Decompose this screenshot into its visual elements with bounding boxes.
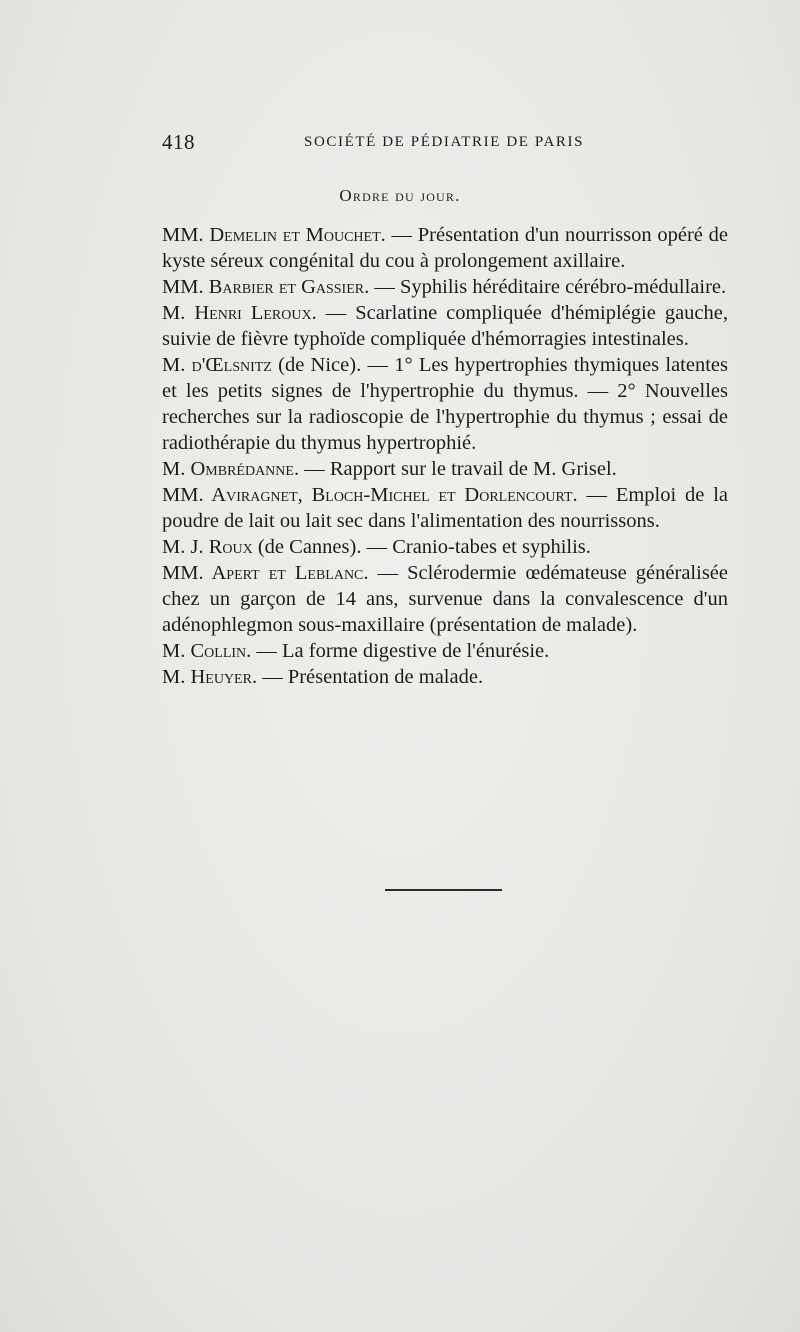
entry-authors: M. J. Roux xyxy=(162,536,253,558)
entry-authors: M. Collin. xyxy=(162,640,252,662)
entry-authors: M. Heuyer. xyxy=(162,666,258,688)
entry-text: — Présentation de malade. xyxy=(257,666,484,688)
entry-authors: M. d'Œlsnitz xyxy=(162,354,272,376)
agenda-list xyxy=(162,222,728,690)
entry-text: — Syphilis héréditaire cérébro-médullaire. xyxy=(369,276,727,298)
entry-text: (de Nice). — 1° Les hypertrophies thymiques latentes et les petits signes de l'hypertrophie du thymus. — 2° Nouvelles recherches sur la radioscopie de l'hypertrophie du thymus ; essai de radiothérapie du thymus hypertrophié. xyxy=(162,354,728,454)
entry-text: (de Cannes). — Cranio-tabes et syphilis. xyxy=(252,536,591,558)
agenda-entry xyxy=(162,274,728,300)
entry-authors: MM. Demelin et Mouchet. xyxy=(162,224,386,246)
page-number: 418 xyxy=(162,130,195,154)
agenda-entry xyxy=(162,560,728,638)
agenda-entry xyxy=(162,664,728,690)
entry-text: — Scarlatine compliquée d'hémiplégie gauche, suivie de fièvre typhoïde compliquée d'hémorragies intestinales. xyxy=(162,302,729,350)
section-title: Ordre du jour. xyxy=(339,186,461,205)
entry-authors: MM. Apert et Leblanc. xyxy=(162,562,369,584)
entry-authors: M. Ombrédanne. xyxy=(162,458,300,480)
entry-text: — La forme digestive de l'énurésie. xyxy=(251,640,550,662)
agenda-entry xyxy=(162,534,728,560)
running-head xyxy=(162,130,742,160)
agenda-entry xyxy=(162,456,728,482)
agenda-entry xyxy=(162,482,728,534)
agenda-entry xyxy=(162,352,728,456)
entry-authors: M. Henri Leroux. xyxy=(162,302,317,324)
closing-rule xyxy=(385,889,502,891)
agenda-entry xyxy=(162,638,728,664)
entry-text: — Sclérodermie œdémateuse généralisée chez un garçon de 14 ans, survenue dans la convalescence d'un adénophlegmon sous-maxillaire (présentation de malade). xyxy=(162,562,728,636)
journal-title: SOCIÉTÉ DE PÉDIATRIE DE PARIS xyxy=(304,134,585,150)
entry-text: — Présentation d'un nourrisson opéré de kyste séreux congénital du cou à prolongement axillaire. xyxy=(162,224,728,272)
agenda-entry xyxy=(162,300,728,352)
entry-authors: MM. Barbier et Gassier. xyxy=(162,276,370,298)
entry-text: — Emploi de la poudre de lait ou lait sec dans l'alimentation des nourrissons. xyxy=(162,484,728,532)
entry-text: — Rapport sur le travail de M. Grisel. xyxy=(299,458,617,480)
agenda-entry xyxy=(162,222,728,274)
entry-authors: MM. Aviragnet, Bloch-Michel et Dorlencourt. xyxy=(162,484,578,506)
